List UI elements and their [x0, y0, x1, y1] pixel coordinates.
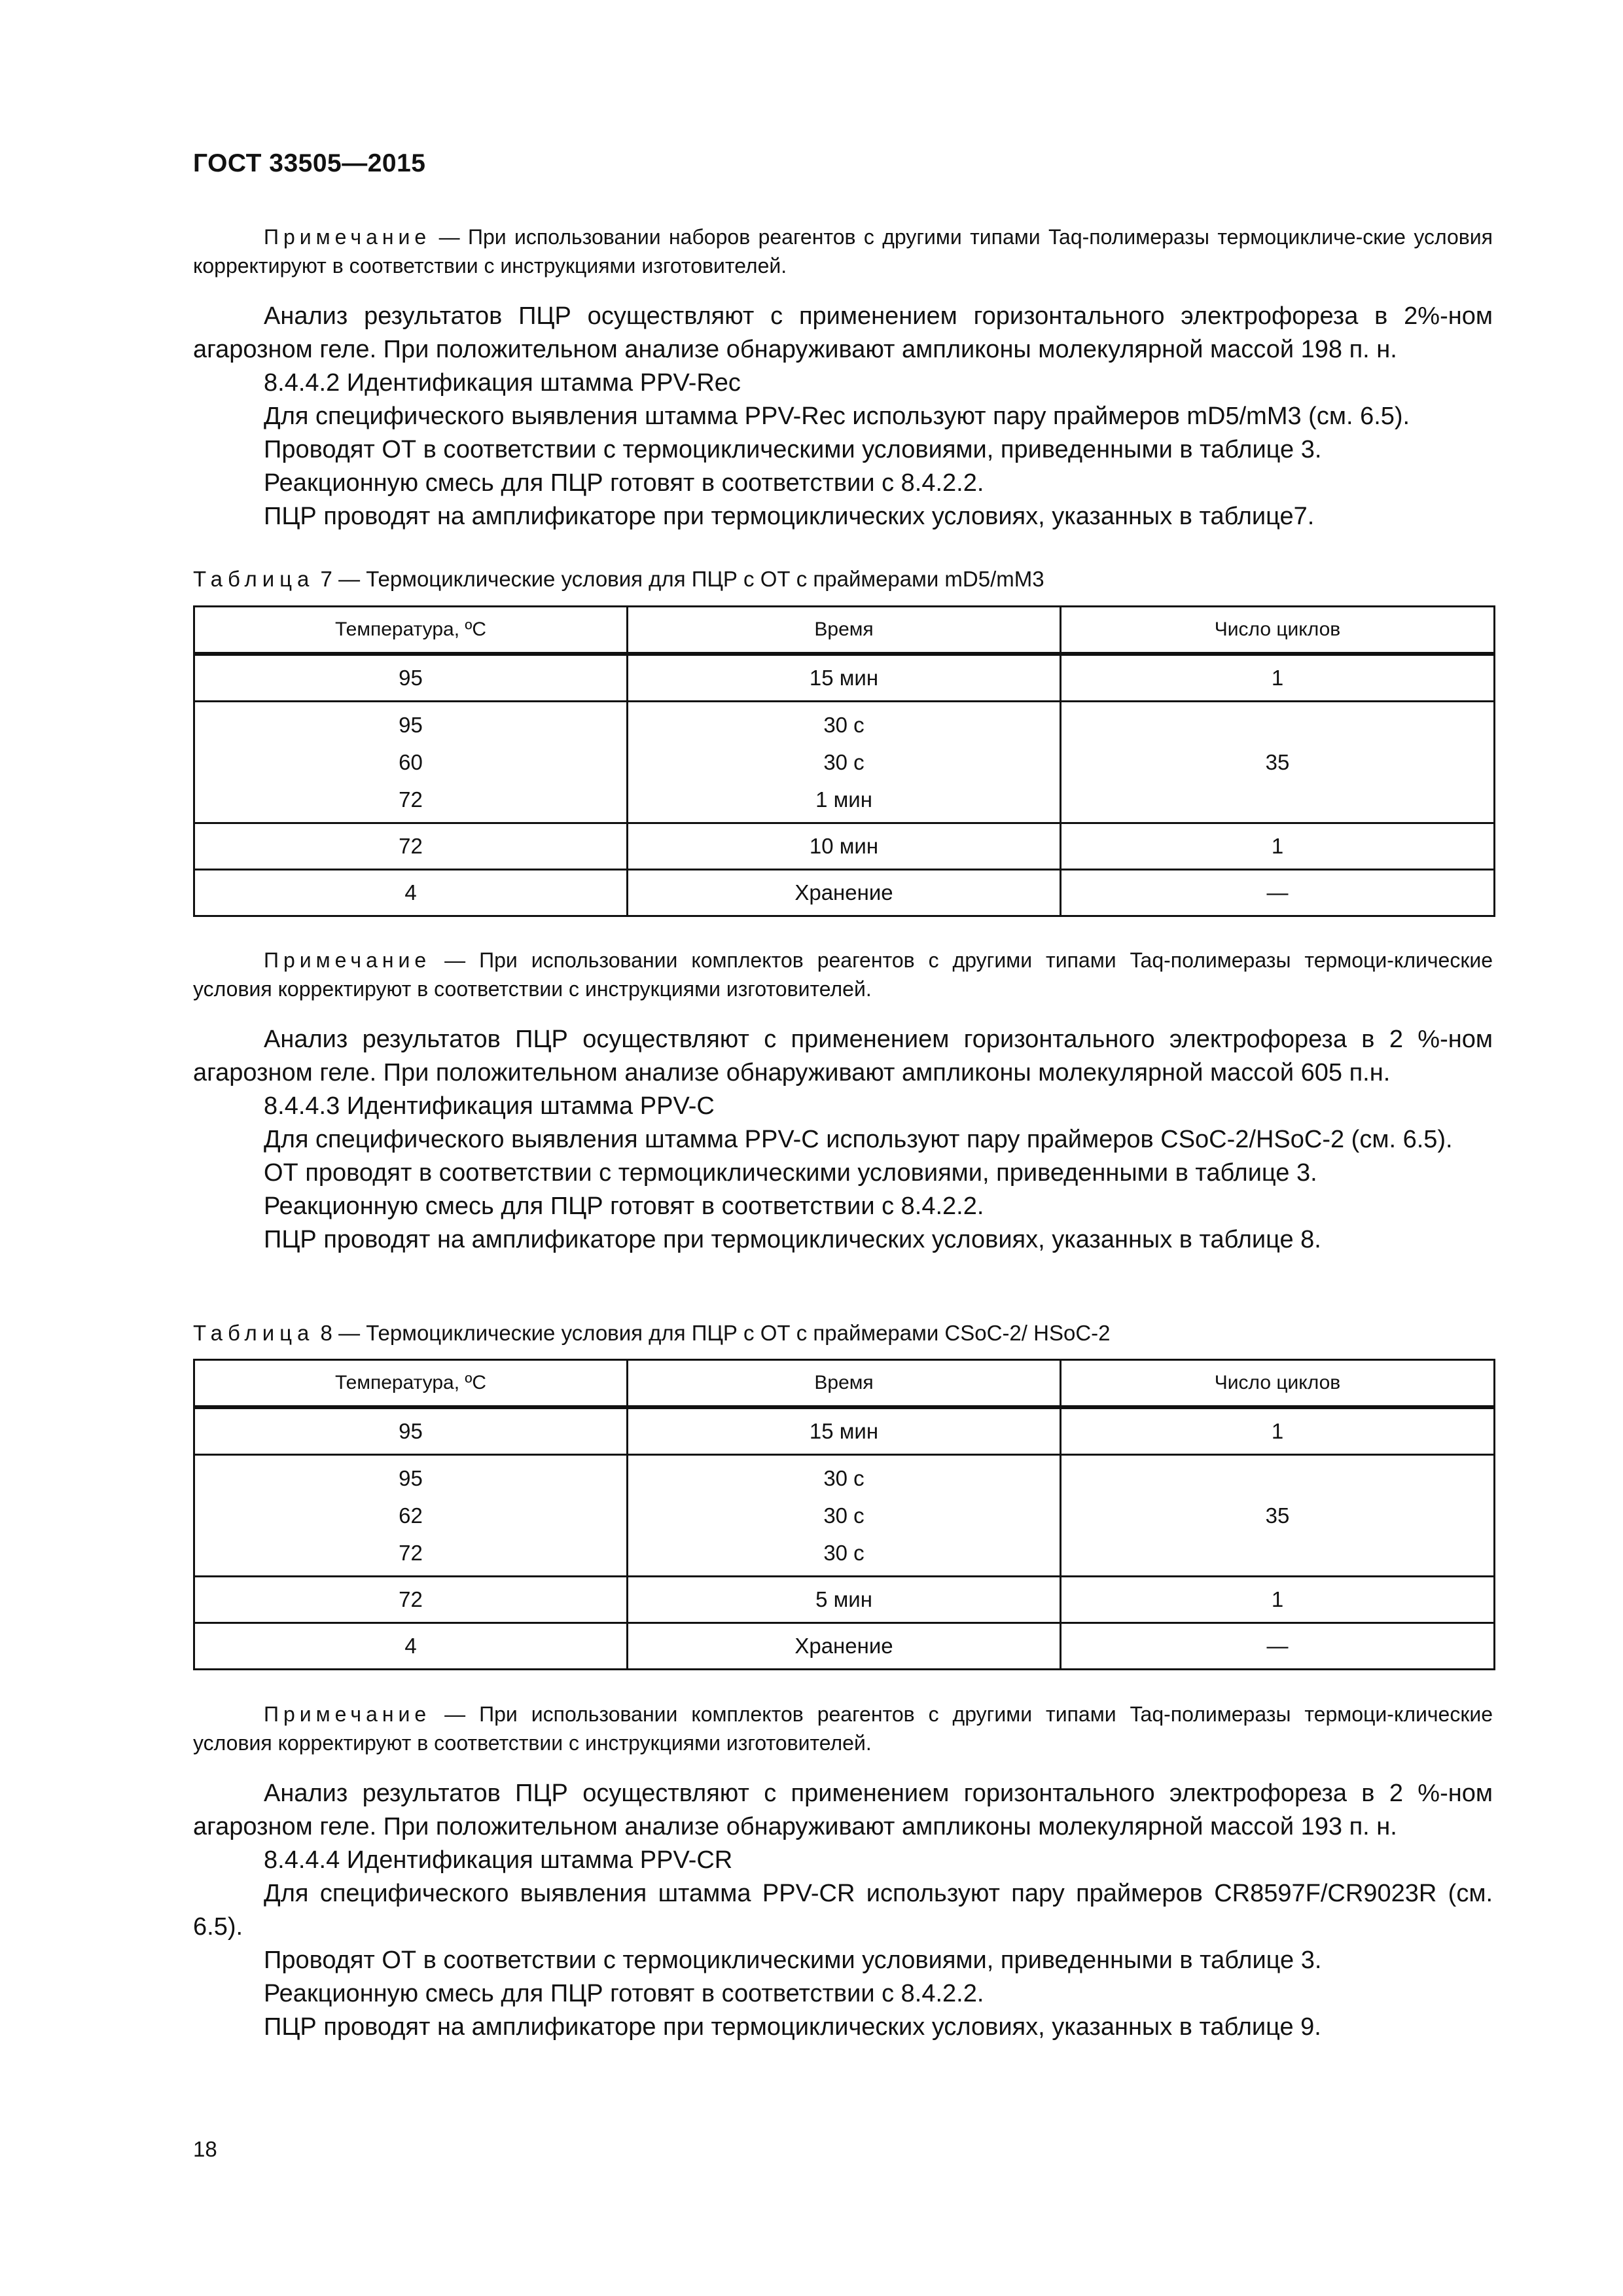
- table-8-caption: [193, 1321, 1493, 1346]
- table-row: [194, 823, 1495, 870]
- paragraph: Для специфического выявления штамма PPV-Rec используют пару праймеров mD5/mM3 (см. 6.5).: [264, 403, 1410, 430]
- column-header: Температура, ºС: [194, 1360, 628, 1408]
- analysis-paragraph: Анализ результатов ПЦР осуществляют с применением горизонтального электрофореза в 2%-ном агарозном геле. При положительном анализе обнаруживают ампликоны молекулярной массой 198 п. н.: [193, 302, 1493, 363]
- temperature-cell: [194, 654, 628, 702]
- table-row: [194, 654, 1495, 702]
- column-header: Число циклов: [1061, 1360, 1495, 1408]
- table-row: [194, 870, 1495, 916]
- time-value: 30 с: [823, 1541, 865, 1565]
- column-header: Время: [628, 607, 1061, 655]
- time-value: 30 с: [823, 713, 865, 737]
- time-value: 30 с: [823, 1503, 865, 1528]
- section-heading: 8.4.4.2 Идентификация штамма PPV-Rec: [264, 369, 741, 397]
- page-number: 18: [193, 2137, 217, 2161]
- time-cell: [628, 702, 1061, 823]
- cycles-cell: 35: [1061, 1455, 1495, 1577]
- cycles-cell: —: [1061, 870, 1495, 916]
- temperature-value: 72: [399, 787, 423, 812]
- time-value: 30 с: [823, 1466, 865, 1490]
- paragraph: ОТ проводят в соответствии с термоциклическими условиями, приведенными в таблице 3.: [264, 1159, 1317, 1187]
- time-cell: [628, 870, 1061, 916]
- note-text: — При использовании наборов реагентов с другими типами Taq-полимеразы термоцикличе-ские условия корректируют в соответствии с инструкциями изготовителей.: [193, 225, 1493, 278]
- cycles-cell: 1: [1061, 654, 1495, 702]
- time-value: 1 мин: [815, 787, 872, 812]
- time-cell: [628, 1623, 1061, 1670]
- paragraph: Проводят ОТ в соответствии с термоциклическими условиями, приведенными в таблице 3.: [264, 436, 1322, 463]
- temperature-value: 72: [399, 834, 423, 858]
- temperature-value: 95: [399, 1466, 423, 1490]
- temperature-cell: [194, 1577, 628, 1623]
- temperature-cell: [194, 1407, 628, 1455]
- caption-label: Таблица: [193, 567, 315, 591]
- temperature-value: 95: [399, 666, 423, 690]
- time-value: 15 мин: [809, 1419, 879, 1443]
- temperature-cell: [194, 870, 628, 916]
- table-row: [194, 1623, 1495, 1670]
- caption-label: Таблица: [193, 1321, 315, 1345]
- note-text: — При использовании комплектов реагентов с другими типами Taq-полимеразы термоци-клические условия корректируют в соответствии с инструкциями изготовителей.: [193, 1702, 1493, 1755]
- paragraph: Реакционную смесь для ПЦР готовят в соответствии с 8.4.2.2.: [264, 469, 984, 497]
- table-row: [194, 1407, 1495, 1455]
- section-ppv-rec: [193, 300, 1493, 533]
- paragraph: ПЦР проводят на амплификаторе при термоциклических условиях, указанных в таблице 8.: [264, 1226, 1321, 1253]
- time-cell: [628, 1455, 1061, 1577]
- analysis-paragraph: Анализ результатов ПЦР осуществляют с применением горизонтального электрофореза в 2 %-ном агарозном геле. При положительном анализе обнаруживают ампликоны молекулярной массой 605 п.н.: [193, 1026, 1493, 1086]
- paragraph: Для специфического выявления штамма PPV-C используют пару праймеров CSoC-2/HSoC-2 (см. 6.5).: [264, 1126, 1453, 1153]
- section-ppv-c: [193, 1023, 1493, 1257]
- time-cell: [628, 1577, 1061, 1623]
- time-value: 15 мин: [809, 666, 879, 690]
- time-value: 5 мин: [815, 1587, 872, 1611]
- temperature-cell: [194, 702, 628, 823]
- section-heading: 8.4.4.3 Идентификация штамма PPV-C: [264, 1092, 715, 1120]
- temperature-value: 4: [404, 1634, 417, 1658]
- cycles-cell: 1: [1061, 1407, 1495, 1455]
- temperature-cell: [194, 1623, 628, 1670]
- time-cell: [628, 1407, 1061, 1455]
- cycles-cell: —: [1061, 1623, 1495, 1670]
- note-label: Примечание: [264, 225, 431, 249]
- temperature-value: 4: [404, 880, 417, 905]
- cycles-cell: 1: [1061, 823, 1495, 870]
- time-value: 10 мин: [809, 834, 879, 858]
- table-header-row: [194, 607, 1495, 655]
- paragraph: ПЦР проводят на амплификаторе при термоциклических условиях, указанных в таблице 9.: [264, 2013, 1321, 2041]
- time-value: Хранение: [794, 1634, 893, 1658]
- temperature-value: 60: [399, 750, 423, 774]
- section-heading: 8.4.4.4 Идентификация штамма PPV-CR: [264, 1846, 733, 1874]
- time-value: 30 с: [823, 750, 865, 774]
- analysis-paragraph: Анализ результатов ПЦР осуществляют с применением горизонтального электрофореза в 2 %-ном агарозном геле. При положительном анализе обнаруживают ампликоны молекулярной массой 193 п. н.: [193, 1780, 1493, 1840]
- column-header: Число циклов: [1061, 607, 1495, 655]
- note-2: [193, 946, 1493, 1003]
- table-row: [194, 1577, 1495, 1623]
- temperature-value: 72: [399, 1587, 423, 1611]
- temperature-value: 62: [399, 1503, 423, 1528]
- paragraph: Реакционную смесь для ПЦР готовят в соответствии с 8.4.2.2.: [264, 1980, 984, 2007]
- time-cell: [628, 823, 1061, 870]
- temperature-value: 95: [399, 713, 423, 737]
- section-ppv-cr: [193, 1777, 1493, 2044]
- column-header: Время: [628, 1360, 1061, 1408]
- note-1: [193, 223, 1493, 280]
- cycles-cell: 35: [1061, 702, 1495, 823]
- time-cell: [628, 654, 1061, 702]
- caption-text: 7 — Термоциклические условия для ПЦР с ОТ с праймерами mD5/mM3: [314, 567, 1044, 591]
- table-row: [194, 702, 1495, 823]
- paragraph: Для специфического выявления штамма PPV-CR используют пару праймеров CR8597F/CR9023R (см. 6.5).: [193, 1880, 1493, 1941]
- table-7: [193, 605, 1495, 917]
- temperature-value: 95: [399, 1419, 423, 1443]
- temperature-cell: [194, 1455, 628, 1577]
- table-header-row: [194, 1360, 1495, 1408]
- table-7-caption: [193, 567, 1493, 592]
- cycles-cell: 1: [1061, 1577, 1495, 1623]
- paragraph: Реакционную смесь для ПЦР готовят в соответствии с 8.4.2.2.: [264, 1193, 984, 1220]
- note-label: Примечание: [264, 948, 431, 972]
- caption-text: 8 — Термоциклические условия для ПЦР с ОТ с праймерами CSoC-2/ HSoC-2: [314, 1321, 1111, 1345]
- table-8: [193, 1359, 1495, 1670]
- note-text: — При использовании комплектов реагентов с другими типами Taq-полимеразы термоци-клические условия корректируют в соответствии с инструкциями изготовителей.: [193, 948, 1493, 1001]
- note-3: [193, 1700, 1493, 1757]
- column-header: Температура, ºС: [194, 607, 628, 655]
- note-label: Примечание: [264, 1702, 431, 1726]
- temperature-value: 72: [399, 1541, 423, 1565]
- time-value: Хранение: [794, 880, 893, 905]
- paragraph: ПЦР проводят на амплификаторе при термоциклических условиях, указанных в таблице7.: [264, 503, 1315, 530]
- table-row: [194, 1455, 1495, 1577]
- temperature-cell: [194, 823, 628, 870]
- document-header: ГОСТ 33505—2015: [193, 149, 426, 177]
- paragraph: Проводят ОТ в соответствии с термоциклическими условиями, приведенными в таблице 3.: [264, 1946, 1322, 1974]
